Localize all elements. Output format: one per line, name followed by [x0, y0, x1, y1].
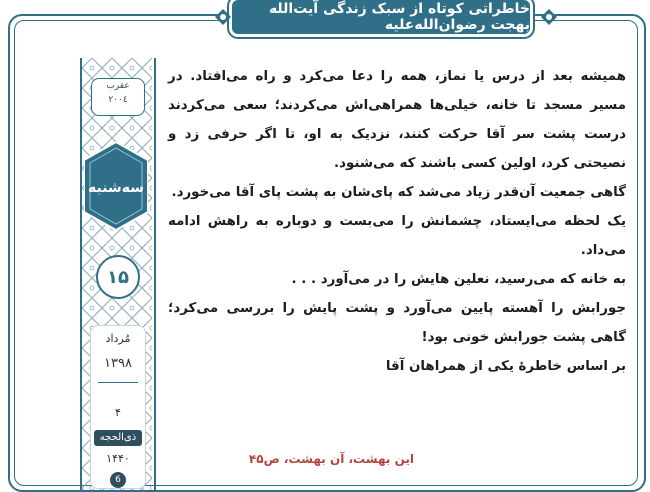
persian-month: مُرداد	[105, 332, 131, 345]
weekday-badge	[84, 142, 148, 230]
divider	[98, 382, 138, 383]
source-citation: این بهشت، آن بهشت، ص۴۵	[248, 452, 414, 466]
day-number: ۱۵	[96, 255, 140, 299]
ornament-left-icon	[214, 8, 232, 26]
persian-year: ۱۳۹۸	[104, 356, 132, 371]
weekday-label: سه‌شنبه	[88, 180, 144, 196]
paragraph: بر اساس خاطرهٔ یکی از همراهان آقا	[385, 359, 626, 374]
gregorian-month-box	[91, 78, 145, 116]
hijri-year: ۱۴۴۰	[106, 452, 130, 465]
story-text	[168, 62, 626, 381]
year-top: ۲۰۰٤	[108, 95, 128, 105]
hijri-day: ۴	[115, 406, 121, 419]
gregorian-day: 6	[110, 472, 126, 488]
paragraph: به خانه که می‌رسید، نعلین هایش را در می‌آورد . . .	[291, 272, 626, 287]
calendar-details	[90, 325, 146, 489]
paragraph: گاهی جمعیت آن‌قدر زیاد می‌شد که پای‌شان به پشت پای آقا می‌خورد.	[171, 185, 626, 200]
paragraph: جورابش را آهسته پایین می‌آورد و پشت پایش را بررسی می‌کرد؛ گاهی پشت جورابش خونی بود!	[168, 301, 626, 345]
hijri-month: ذی‌الحجه	[94, 430, 142, 446]
month-top: عقرب	[106, 81, 130, 91]
paragraph: همیشه بعد از درس یا نماز، همه را دعا می‌کرد و راه می‌افتاد. در مسیر مسجد تا خانه، خیلی‌ها همراهی‌اش می‌کردند؛ سعی می‌کردند درست پشت سر آقا حرکت کنند، نزدیک به او، تا اگر حرفی زد و نصیحتی کرد، اولین کسی باشند که می‌شنود.	[168, 69, 626, 171]
paragraph: یک لحظه می‌ایستاد، چشمانش را می‌بست و دوباره به راهش ادامه می‌داد.	[168, 214, 626, 258]
page-title: خاطراتی کوتاه از سبک زندگی آیت‌الله بهجت رضوان‌الله‌علیه	[232, 0, 530, 34]
ornament-right-icon	[540, 8, 558, 26]
